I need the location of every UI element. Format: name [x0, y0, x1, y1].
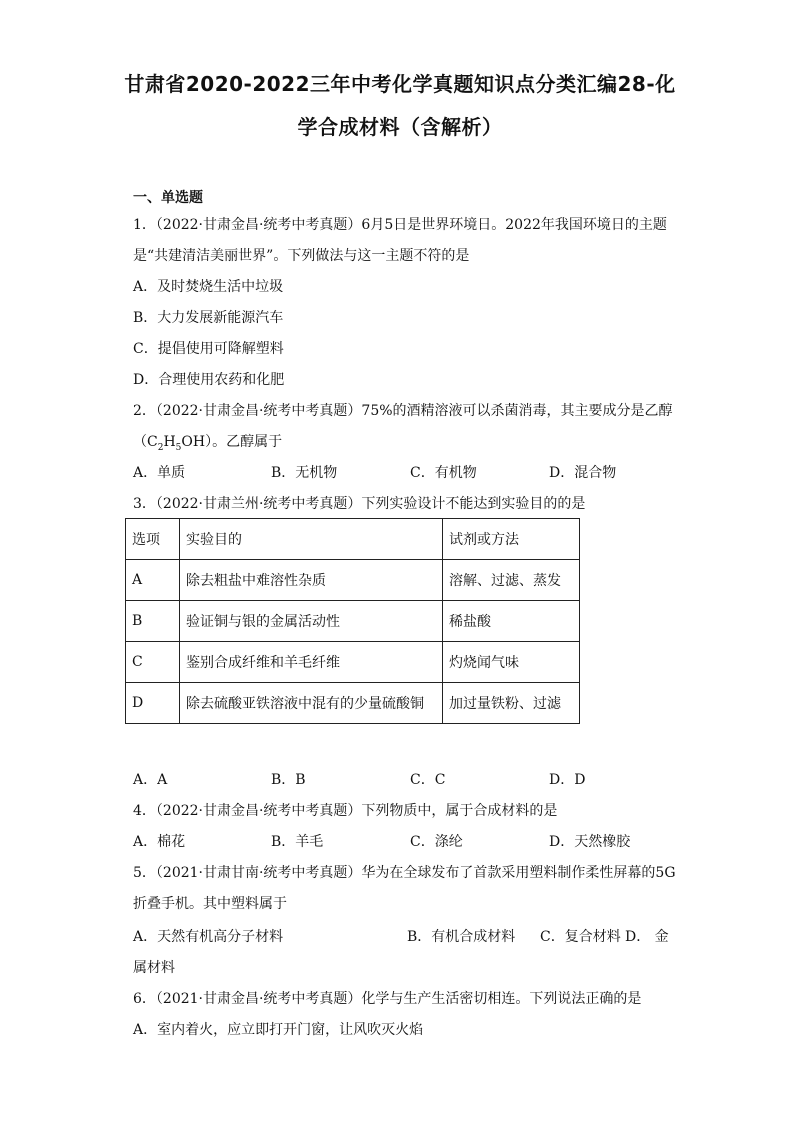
q2-option-c: C．有机物	[410, 465, 477, 481]
q2-option-d: D．混合物	[549, 465, 617, 481]
q2-stem-line-1: 2．（2022·甘肃金昌·统考中考真题）75%的酒精溶液可以杀菌消毒，其主要成分是乙醇	[133, 403, 673, 419]
q3-option-d: D．D	[549, 772, 586, 788]
q1-stem-line-1: 1．（2022·甘肃金昌·统考中考真题）6月5日是世界环境日。2022年我国环境日的主题	[133, 217, 667, 233]
q4-option-a: A．棉花	[133, 834, 186, 850]
table-header-row	[126, 519, 580, 560]
doc-title-line-2: 学合成材料（含解析）	[297, 115, 503, 139]
table-cell: B	[126, 601, 180, 642]
q2-option-b: B．无机物	[271, 465, 338, 481]
q5-stem-line-2: 折叠手机。其中塑料属于	[133, 896, 287, 912]
q2-text-post: OH）。乙醇属于	[181, 434, 283, 450]
q5-option-d: D． 金	[625, 929, 669, 945]
q2-text-mid: H	[163, 434, 176, 450]
table-cell: 稀盐酸	[443, 601, 580, 642]
q1-stem-line-2: 是“共建清洁美丽世界”。下列做法与这一主题不符的是	[133, 248, 470, 264]
q6-option-a: A．室内着火，应立即打开门窗，让风吹灭火焰	[133, 1022, 424, 1038]
table-cell: A	[126, 560, 180, 601]
q3-option-c: C．C	[410, 772, 446, 788]
table-header-cell: 试剂或方法	[443, 519, 580, 560]
doc-title-line-1: 甘肃省2020-2022三年中考化学真题知识点分类汇编28-化	[124, 72, 676, 96]
table-row	[126, 683, 580, 724]
table-cell: C	[126, 642, 180, 683]
table-cell: 灼烧闻气味	[443, 642, 580, 683]
q2-text-pre: （C	[133, 434, 158, 450]
q4-option-b: B．羊毛	[271, 834, 324, 850]
q6-stem: 6．（2021·甘肃金昌·统考中考真题）化学与生产生活密切相连。下列说法正确的是	[133, 991, 642, 1007]
q1-option-d: D．合理使用农药和化肥	[133, 372, 285, 388]
table-row	[126, 601, 580, 642]
q5-stem-line-1: 5．（2021·甘肃甘南·统考中考真题）华为在全球发布了首款采用塑料制作柔性屏幕的5G	[133, 865, 676, 881]
table-header-cell: 实验目的	[180, 519, 443, 560]
q2-stem-line-2	[133, 431, 282, 453]
q4-stem: 4．（2022·甘肃金昌·统考中考真题）下列物质中，属于合成材料的是	[133, 803, 558, 819]
q1-option-b: B．大力发展新能源汽车	[133, 310, 284, 326]
section-heading: 一、单选题	[133, 190, 203, 206]
q5-option-a: A．天然有机高分子材料	[133, 929, 284, 945]
table-row	[126, 642, 580, 683]
q2-option-a: A．单质	[133, 465, 186, 481]
experiment-table	[125, 518, 580, 724]
table-cell: D	[126, 683, 180, 724]
q2-sub-hydrogen: 5	[175, 442, 182, 453]
q3-option-a: A．A	[133, 772, 168, 788]
q4-option-d: D．天然橡胶	[549, 834, 631, 850]
q5-option-c: C．复合材料	[540, 929, 621, 945]
q3-stem: 3．（2022·甘肃兰州·统考中考真题）下列实验设计不能达到实验目的的是	[133, 496, 586, 512]
table-cell: 加过量铁粉、过滤	[443, 683, 580, 724]
q1-option-a: A．及时焚烧生活中垃圾	[133, 279, 284, 295]
q3-option-b: B．B	[271, 772, 306, 788]
q1-option-c: C．提倡使用可降解塑料	[133, 341, 284, 357]
table-row	[126, 560, 580, 601]
table-header-cell: 选项	[126, 519, 180, 560]
table-cell: 除去粗盐中难溶性杂质	[180, 560, 443, 601]
q5-option-b: B．有机合成材料	[407, 929, 516, 945]
q5-option-d-wrap: 属材料	[133, 960, 175, 976]
table-cell: 鉴别合成纤维和羊毛纤维	[180, 642, 443, 683]
q2-sub-carbon: 2	[157, 442, 164, 453]
table-cell: 验证铜与银的金属活动性	[180, 601, 443, 642]
q4-option-c: C．涤纶	[410, 834, 463, 850]
table-cell: 溶解、过滤、蒸发	[443, 560, 580, 601]
table-cell: 除去硫酸亚铁溶液中混有的少量硫酸铜	[180, 683, 443, 724]
